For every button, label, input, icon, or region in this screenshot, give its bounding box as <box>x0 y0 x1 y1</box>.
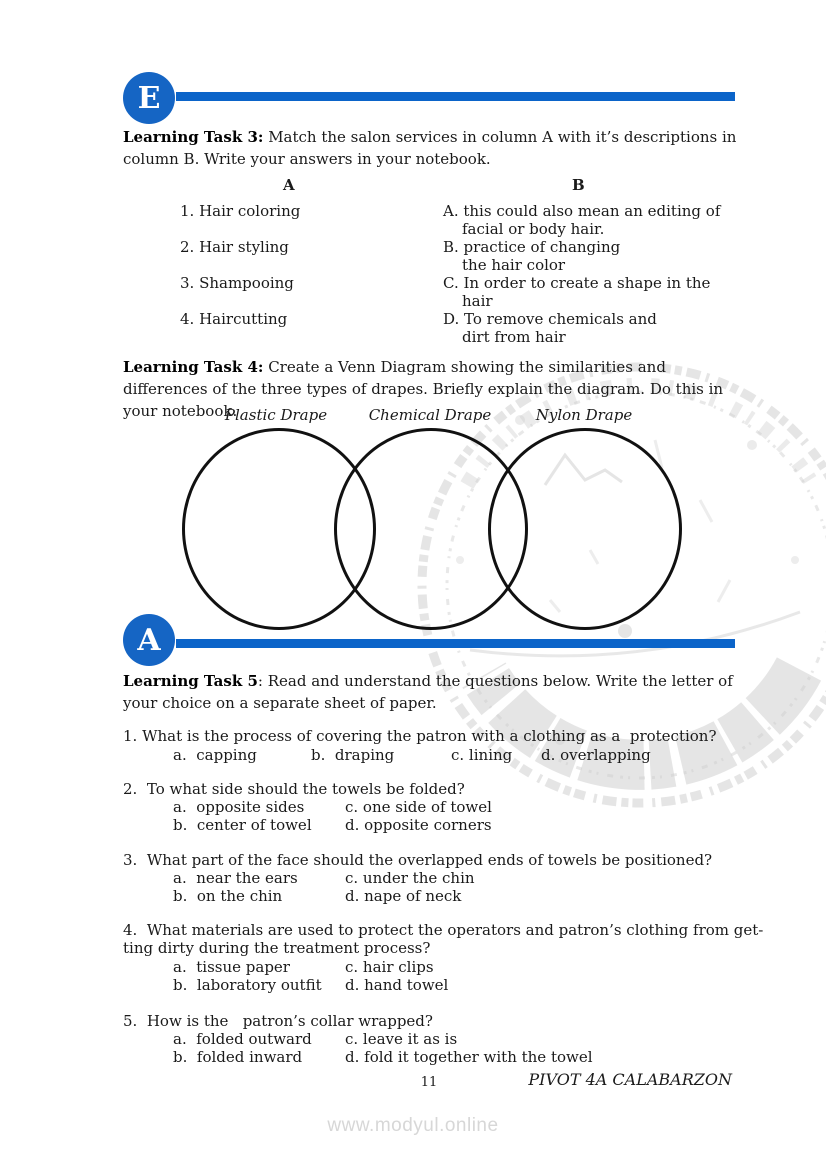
question-4-text-line1: 4. What materials are used to protect the operators and patron’s clothing from get- <box>123 921 764 939</box>
match-b-item: B. practice of changing <box>443 238 621 256</box>
badge-a-icon <box>123 614 175 666</box>
match-a-item: 3. Shampooing <box>180 274 294 292</box>
page-number: 11 <box>420 1075 438 1090</box>
question-5-option-c: c. leave it as is <box>345 1030 458 1048</box>
task5-paragraph <box>123 670 745 714</box>
question-5-option-d: d. fold it together with the towel <box>345 1048 593 1066</box>
venn-label-nylon: Nylon Drape <box>535 406 633 424</box>
venn-label-plastic: Plastic Drape <box>224 406 328 424</box>
question-1-option-d: d. overlapping <box>541 746 651 764</box>
question-5-option-a: a. folded outward <box>173 1030 312 1048</box>
edition-label: PIVOT 4A CALABARZON <box>528 1070 732 1089</box>
accent-rule-bottom <box>176 639 735 648</box>
question-2-text: 2. To what side should the towels be folded? <box>123 780 465 798</box>
badge-a-letter: A <box>137 622 161 658</box>
question-1-option-c: c. lining <box>451 746 513 764</box>
match-b-item: A. this could also mean an editing of <box>443 202 721 220</box>
question-1-text: 1. What is the process of covering the patron with a clothing as a protection? <box>123 727 717 745</box>
match-b-item-cont: hair <box>462 292 493 310</box>
question-1-option-a: a. capping <box>173 746 257 764</box>
question-2-option-a: a. opposite sides <box>173 798 305 816</box>
question-1-option-b: b. draping <box>311 746 395 764</box>
matching-table <box>123 176 753 366</box>
question-3-option-a: a. near the ears <box>173 869 298 887</box>
task3-text: Match the salon services in column A with it’s descriptions in column B. Write your answers in your notebook. <box>123 128 737 168</box>
question-3-text: 3. What part of the face should the overlapped ends of towels be positioned? <box>123 851 713 869</box>
question-4-option-c: c. hair clips <box>345 958 434 976</box>
question-4-text-line2: ting dirty during the treatment process? <box>123 939 431 957</box>
venn-circle-nylon <box>488 428 682 630</box>
question-5-option-b: b. folded inward <box>173 1048 303 1066</box>
match-a-item: 1. Hair coloring <box>180 202 301 220</box>
column-a-header: A <box>283 176 295 194</box>
badge-e-letter: E <box>137 80 161 116</box>
task4-text: Create a Venn Diagram showing the similarities and differences of the three types of drapes. Briefly explain the diagram. Do this in your notebook. <box>123 358 724 420</box>
column-b-header: B <box>572 176 585 194</box>
question-4-option-a: a. tissue paper <box>173 958 290 976</box>
site-watermark: www.modyul.online <box>327 1115 499 1136</box>
question-5-text: 5. How is the patron’s collar wrapped? <box>123 1012 433 1030</box>
question-2-option-d: d. opposite corners <box>345 816 492 834</box>
badge-e-icon <box>123 72 175 124</box>
task3-paragraph <box>123 126 745 170</box>
question-3-option-c: c. under the chin <box>345 869 475 887</box>
question-2-option-c: c. one side of towel <box>345 798 492 816</box>
venn-label-chemical: Chemical Drape <box>368 406 492 424</box>
question-3-option-b: b. on the chin <box>173 887 283 905</box>
question-3-option-d: d. nape of neck <box>345 887 462 905</box>
task3-label: Learning Task 3: <box>123 128 264 146</box>
task5-text: : Read and understand the questions below. Write the letter of your choice on a separate sheet of paper. <box>123 672 733 712</box>
match-a-item: 4. Haircutting <box>180 310 288 328</box>
match-a-item: 2. Hair styling <box>180 238 289 256</box>
match-b-item-cont: the hair color <box>462 256 566 274</box>
match-b-item-cont: facial or body hair. <box>462 220 605 238</box>
question-2-option-b: b. center of towel <box>173 816 312 834</box>
question-4-option-b: b. laboratory outfit <box>173 976 322 994</box>
match-b-item: C. In order to create a shape in the <box>443 274 711 292</box>
question-4-option-d: d. hand towel <box>345 976 449 994</box>
task4-label: Learning Task 4: <box>123 358 264 376</box>
task5-label: Learning Task 5 <box>123 672 258 690</box>
accent-rule-top <box>176 92 735 101</box>
match-b-item: D. To remove chemicals and <box>443 310 657 328</box>
match-b-item-cont: dirt from hair <box>462 328 566 346</box>
